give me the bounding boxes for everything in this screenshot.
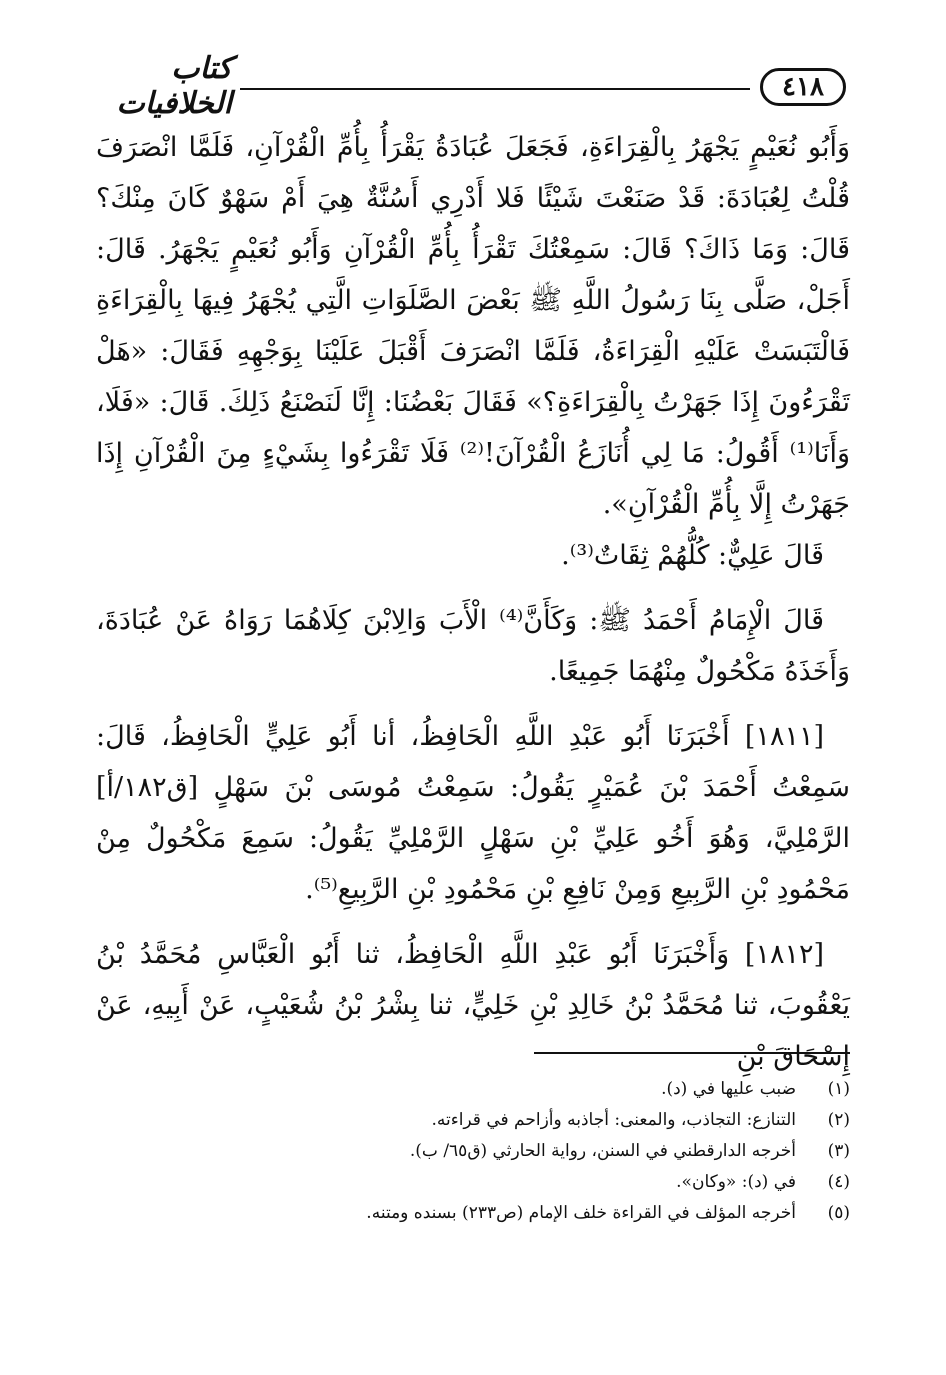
- page-header: [92, 51, 846, 121]
- footnote-text: التنازع: التجاذب، والمعنى: أجاذبه وأزاحم في قراءته.: [431, 1110, 796, 1130]
- header-rule: [240, 88, 750, 90]
- page-number: ٤١٨: [760, 68, 846, 106]
- footnote-item: [96, 1198, 850, 1229]
- footnote-text: أخرجه المؤلف في القراءة خلف الإمام (ص٢٣٣) بسنده ومتنه.: [366, 1203, 796, 1223]
- footnote-item: [96, 1167, 850, 1198]
- footnote-text: في (د): «وكان».: [676, 1172, 796, 1192]
- footnote-number: (٢): [827, 1110, 850, 1130]
- footnote-number: (٤): [827, 1172, 850, 1192]
- footnote-text: ضبب عليها في (د).: [661, 1079, 796, 1099]
- paragraph-hadith: وَأَبُو نُعَيْمٍ يَجْهَرُ بِالْقِرَاءَةِ، فَجَعَلَ عُبَادَةُ يَقْرَأُ بِأُمِّ الْقُرْآنِ، فَلَمَّا انْصَرَفَ قُلْتُ لِعُبَادَةَ: قَدْ صَنَعْتَ شَيْئًا فَلا أَدْرِي أَسُنَّةٌ هِيَ أَمْ سَهْوٌ كَانَ مِنْكَ؟ قَالَ: وَمَا ذَاكَ؟ قَالَ: سَمِعْتُكَ تَقْرَأُ بِأُمِّ الْقُرْآنِ وَأَبُو نُعَيْمٍ يَجْهَرُ. قَالَ: أَجَلْ، صَلَّى بِنَا رَسُولُ اللَّهِ ﷺ بَعْضَ الصَّلَوَاتِ الَّتِي يُجْهَرُ فِيهَا بِالْقِرَاءَةِ فَالْتَبَسَتْ عَلَيْهِ الْقِرَاءَةُ، فَلَمَّا انْصَرَفَ أَقْبَلَ عَلَيْنَا بِوَجْهِهِ فَقَالَ: «هَلْ تَقْرَءُونَ إِذَا جَهَرْتُ بِالْقِرَاءَةِ؟» فَقَالَ بَعْضُنَا: إِنَّا لَنَصْنَعُ ذَلِكَ. قَالَ: «فَلَا، وَأَنَا⁽¹⁾ أَقُولُ: مَا لِي أُنَازَعُ الْقُرْآنَ!⁽²⁾ فَلَا تَقْرَءُوا بِشَيْءٍ مِنَ الْقُرْآنِ إِذَا جَهَرْتُ إِلَّا بِأُمِّ الْقُرْآنِ».: [96, 132, 851, 520]
- paragraph-narration-1812: [١٨١٢] وَأَخْبَرَنَا أَبُو عَبْدِ اللَّهِ الْحَافِظُ، ثنا أَبُو الْعَبَّاسِ مُحَمَّدُ بْنُ يَعْقُوبَ، ثنا مُحَمَّدُ بْنُ خَالِدِ بْنِ خَلِيٍّ، ثنا بِشْرُ بْنُ شُعَيْبٍ، عَنْ أَبِيهِ، عَنْ إِسْحَاقَ بْنِ: [96, 939, 850, 1072]
- footnote-text: أخرجه الدارقطني في السنن، رواية الحارثي (ق٦٥/ ب).: [409, 1141, 796, 1161]
- footnote-number: (٥): [827, 1203, 850, 1223]
- footnote-number: (١): [827, 1079, 850, 1099]
- footnote-separator: [534, 1052, 850, 1054]
- footnote-item: [96, 1105, 850, 1136]
- main-text: [96, 122, 850, 1082]
- paragraph-ali-comment: قَالَ عَلِيٌّ: كُلُّهُمْ ثِقَاتٌ⁽³⁾.: [561, 540, 824, 571]
- footnote-item: [96, 1136, 850, 1167]
- footnote-item: [96, 1074, 850, 1105]
- paragraph-narration-1811: [١٨١١] أَخْبَرَنَا أَبُو عَبْدِ اللَّهِ الْحَافِظُ، أنا أَبُو عَلِيٍّ الْحَافِظُ، قَالَ: سَمِعْتُ أَحْمَدَ بْنَ عُمَيْرٍ يَقُولُ: سَمِعْتُ مُوسَى بْنَ سَهْلٍ [ق١٨٢/أ] الرَّمْلِيَّ، وَهُوَ أَخُو عَلِيِّ بْنِ سَهْلٍ الرَّمْلِيِّ يَقُولُ: سَمِعَ مَكْحُولٌ مِنْ مَحْمُودِ بْنِ الرَّبِيعِ وَمِنْ نَافِعِ بْنِ مَحْمُودِ بْنِ الرَّبِيعِ⁽⁵⁾.: [96, 721, 850, 905]
- footnotes: [96, 1074, 850, 1229]
- footnote-number: (٣): [827, 1141, 850, 1161]
- book-title: كتاب الخلافيات: [116, 51, 232, 121]
- paragraph-imam-comment: قَالَ الْإِمَامُ أَحْمَدُ ﷺ: وَكَأَنَّ⁽⁴⁾ الْأَبَ وَالِابْنَ كِلَاهُمَا رَوَاهُ عَنْ عُبَادَةَ، وَأَخَذَهُ مَكْحُولٌ مِنْهُمَا جَمِيعًا.: [96, 605, 850, 687]
